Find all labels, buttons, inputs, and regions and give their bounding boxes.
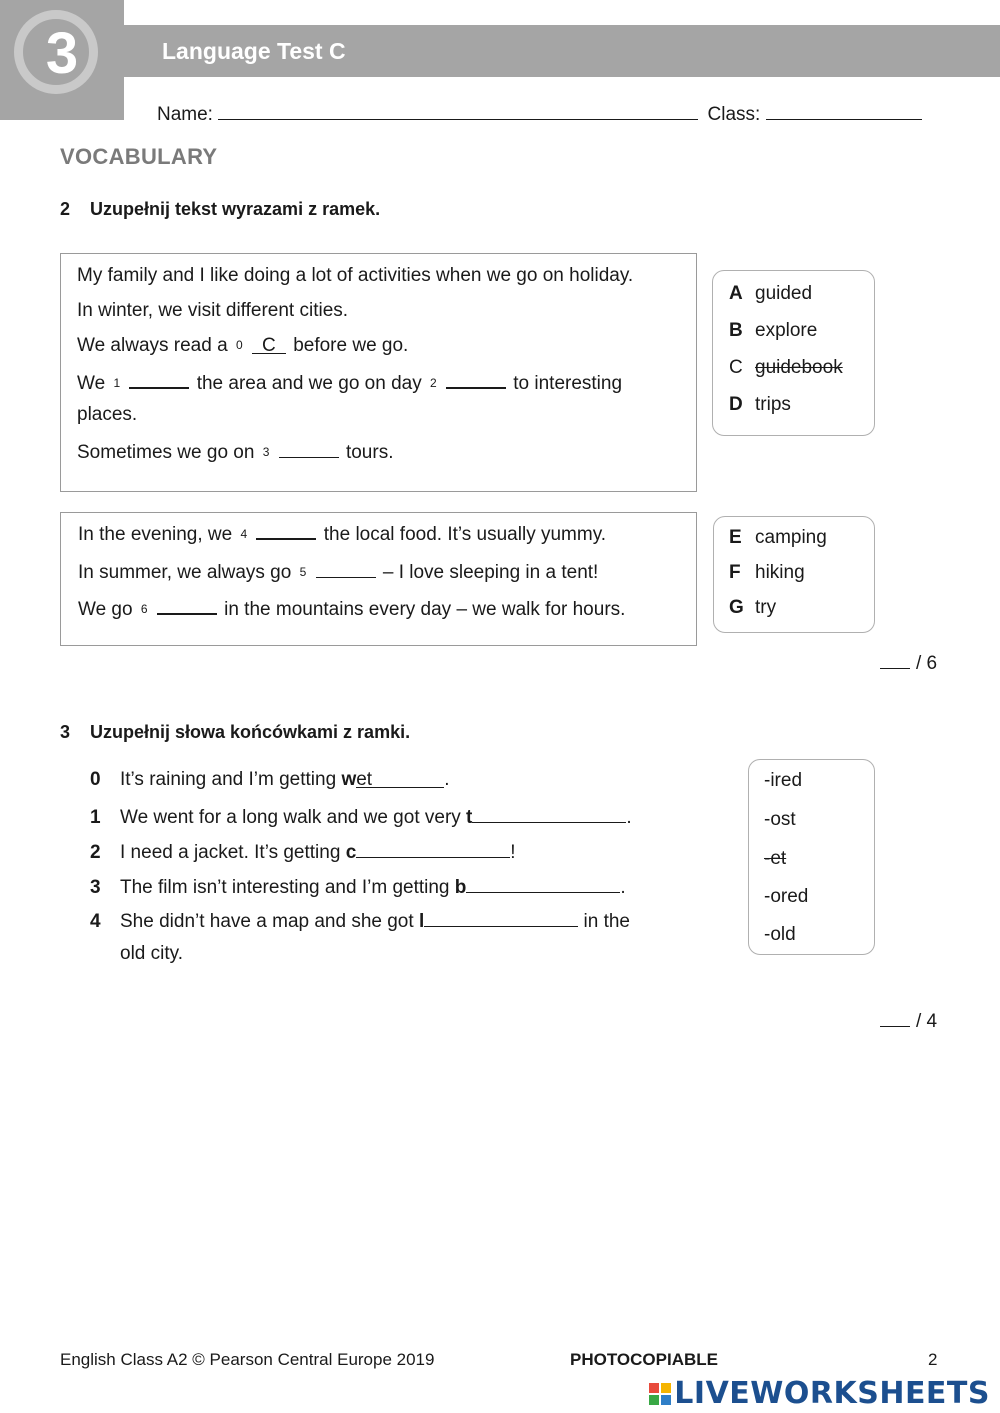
- page-number: 2: [928, 1350, 938, 1369]
- task-number: 3: [60, 722, 71, 742]
- word-option: A guided: [729, 283, 813, 304]
- gap-5-input[interactable]: [316, 559, 376, 578]
- name-label: Name:: [157, 104, 213, 125]
- answer-4-input[interactable]: [424, 908, 578, 927]
- word-option: D trips: [729, 394, 791, 415]
- text-line: places.: [77, 404, 138, 425]
- example-answer: C: [252, 335, 286, 354]
- score-task-3: / 4: [880, 1010, 937, 1033]
- word-box-1: [712, 270, 875, 436]
- text-line: In winter, we visit different cities.: [77, 300, 349, 321]
- gap-1-input[interactable]: [129, 369, 189, 389]
- text-line: We $^1$ the area and we go on day $^2$ to interesting: [77, 369, 622, 395]
- text-box-2: [60, 512, 697, 646]
- task-3-instruction: [60, 722, 410, 743]
- word-box-2: [713, 516, 875, 633]
- word-option: E camping: [729, 527, 827, 548]
- photocopiable-label: PHOTOCOPIABLE: [570, 1350, 718, 1369]
- class-label: Class:: [707, 104, 761, 125]
- class-field[interactable]: [766, 101, 922, 120]
- ending-option: -ored: [764, 886, 809, 907]
- score-field[interactable]: [880, 1010, 910, 1027]
- ending-option: -ired: [764, 770, 803, 791]
- sentence-4-continuation: old city.: [120, 943, 184, 964]
- word-option: G try: [729, 597, 777, 618]
- answer-3-input[interactable]: [466, 874, 620, 893]
- sentence-2: 2 I need a jacket. It’s getting c !: [90, 839, 516, 864]
- name-class-row: [157, 101, 922, 126]
- answer-2-input[interactable]: [356, 839, 510, 858]
- gap-3-input[interactable]: [279, 439, 339, 458]
- gap-2-input[interactable]: [446, 369, 506, 389]
- score-field[interactable]: [880, 652, 910, 669]
- text-line: In summer, we always go $^5$ – I love sleeping in a tent!: [78, 559, 598, 584]
- liveworksheets-logo[interactable]: LIVEWORKSHEETS: [649, 1376, 990, 1411]
- text-box-1: [60, 253, 697, 492]
- task-2-instruction: [60, 199, 380, 220]
- copyright-text: English Class A2 © Pearson Central Europe 2019: [60, 1350, 435, 1369]
- text-line: We go $^6$ in the mountains every day – we walk for hours.: [78, 595, 625, 621]
- ending-option-used: -et: [764, 848, 787, 869]
- gap-4-input[interactable]: [256, 520, 316, 540]
- sentence-3: 3 The film isn’t interesting and I’m getting b .: [90, 874, 626, 899]
- word-option: F hiking: [729, 562, 805, 583]
- text-line: My family and I like doing a lot of activities when we go on holiday.: [77, 265, 634, 286]
- text-line: In the evening, we $^4$ the local food. It’s usually yummy.: [78, 520, 606, 546]
- example-answer: et: [356, 769, 444, 788]
- instruction-text: Uzupełnij słowa końcówkami z ramki.: [90, 722, 411, 742]
- text-line: We always read a $^0$ C before we go.: [77, 335, 409, 356]
- text-line: Sometimes we go on $^3$ tours.: [77, 439, 393, 464]
- endings-box: [748, 759, 875, 955]
- sentence-1: 1 We went for a long walk and we got very t .: [90, 804, 632, 829]
- unit-number: 3: [45, 21, 79, 86]
- instruction-text: Uzupełnij tekst wyrazami z ramek.: [90, 199, 381, 219]
- section-title: VOCABULARY: [60, 144, 218, 169]
- task-number: 2: [60, 199, 71, 219]
- liveworksheets-icon: [649, 1383, 671, 1405]
- ending-option: -ost: [764, 809, 796, 830]
- score-task-2: / 6: [880, 652, 937, 675]
- gap-6-input[interactable]: [157, 595, 217, 615]
- word-option: B explore: [729, 320, 818, 341]
- sentence-0: 0 It’s raining and I’m getting wet .: [90, 769, 450, 790]
- ending-option: -old: [764, 924, 796, 945]
- word-option-used: C guidebook: [729, 357, 843, 378]
- name-field[interactable]: [218, 101, 698, 120]
- page-title: Language Test C: [162, 38, 346, 64]
- sentence-4: 4 She didn’t have a map and she got l in the: [90, 908, 630, 933]
- answer-1-input[interactable]: [472, 804, 626, 823]
